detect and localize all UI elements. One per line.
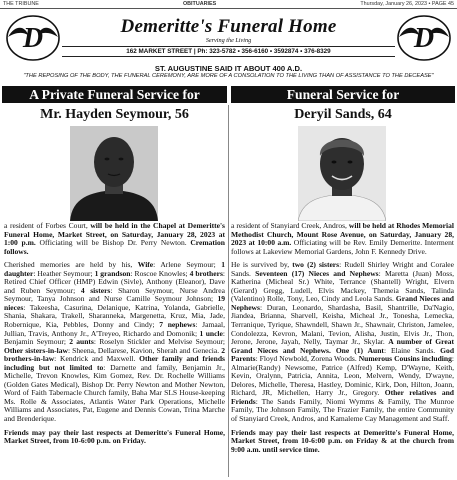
right-viewing-paragraph: Friends may pay their last respects at Demeritte's Funeral Home, Market Street, from 10-6:00 p.m. on Friday & at the church from 9:00 a.m. until service time. [231,427,454,454]
right-service-paragraph: a resident of Stanyiard Creek, Andros, will be held at Rhodes Memorial Methodist Church, Mount Rose Avenue, on Saturday, January 28, 2023 at 10:00 a.m. Officiating will be Rev. Emily Demeritte. Interment follows at Lakeview Memorial Gardens, John F. Kennedy Drive. [231,221,454,256]
dove-logo-icon [4,13,62,63]
dove-logo-icon [395,13,453,63]
right-obituary-text [231,222,454,459]
date-page: Thursday, January 26, 2023 • PAGE 45 [360,1,454,7]
logo-letter: D [22,23,44,54]
left-service-paragraph: a resident of Forbes Court, will be held in the Chapel at Demeritte's Funeral Home, Market Street, on Saturday, January 28, 2023 at 1:00 p.m. Officiating will be Bishop Dr. Perry Newton. Cremation follows. [4,221,225,256]
left-service-banner: A Private Funeral Service for [2,86,227,103]
logo-letter: D [413,23,435,54]
column-divider [228,105,229,477]
left-obituary-text [4,222,225,451]
funeral-home-name: Demeritte's Funeral Home [120,16,337,37]
tagline: Serving the Living [205,37,252,44]
motto-verse: ST. AUGUSTINE SAID IT ABOUT 400 A.D. [154,64,303,73]
right-service-banner: Funeral Service for [231,86,455,103]
left-viewing-paragraph: Friends may pay their last respects at Demeritte's Funeral Home, Market Street, from 10-6:00 p.m. on Friday. [4,427,225,446]
right-survivors-paragraph: He is survived by, two (2) sisters: Rudell Shirley Wright and Coralee Sands. Seventeen (17) Nieces and Nephews: Maretta (Juan) Moss, Katherina (Micheal Sr.) White, Terrance (Shantell) Wright, Elvern (Gerard) Gregg, Ludell, Elvis Mackey, Themeia Sands, Talinda (Valentino) Rolle, Tony, Leo, Cindy and Leola Sands. Grand Nieces and Nephews: Duran, Leonardo, Shardasha, Basil, Shantrille, Da'Nagio, Jiandea, Brianna, Sharvell, Keisha, Micheal Jr., Tonesha, Lemecka, Terranique, Tyrique, Shawndell, Shawn Jr., Shawnair, Christon, Jamelee, Condolezza, Kevron, Malani, Tevion, Alisha, Justin, Elvis Jr., Thon, Jerone, Jerone, Jayah, Nelly, Taymar Jr., Skylar. A number of Great Grand Nieces and Nephews. One (1) Aunt: Elaine Sands. God Parents: Floyd Newbold, Zorena Woods. Numerous Cousins including: Almarie(Randy) Newsome, Patrice (Alfred) Kemp, D'Wayne, Keith, Kevin, Oralynn, Patricia, Annita, Leon, Melvern, Wendy, D'wayne, Delores, Michelle, Theresa, Hastley, Dominic, Kirk, Don, Hilton, Joann, Richard, JR, Michellen, Harry Jr., Gregory. Other relatives and Friends: The Sands Family, Niomi Wymms & Family, The Munroe Family, The Johnson Family, The Frazier Family, the entire Community of Stanyiard Creek, Andros, and Kamaleme Cay Management and Staff. [231,260,455,424]
page-header-bar [0,0,457,9]
right-deceased-name: Deryil Sands, 64 [294,107,392,122]
portrait-photo-deryil [298,126,386,221]
left-survivors-paragraph: Cherished memories are held by his, Wife: Arlene Seymour; 1 daughter: Heather Seymour; 1 grandson: Roscoe Knowles; 4 brothers: Retired Chief Officer (HMP) Edwin (Sivle), Anthony (Eleanor), Dave and Ruben Seymour; 4 sisters: Sharon Seymour, Nurse Andrea Seymour, Tanya Johnson and Nurse Camille Seymour Johnson; 19 nieces: Takeesha, Casurina, Delanique, Katrina, Yolanda, Gabrielle, Shania, Shakara, Trakell, Sharanneka, Margenetta, Kruz, Mia, Jade, Robernique, Kia, Pebbles, Donny and Cindy; 7 nephews: Jamaal, Jullian, Travis, Anthony Jr., A'Treyeo, Richardo and Domonik; 1 uncle: Benjamin Seymour; 2 aunts: Roselyn Stickler and Melvise Seymour; Other sisters-in-law: Sheena, Dellarese, Kavion, Sherah and Genecia. 2 brothers-in-law: Kendrick and Maxwell. Other family and friends including but not limited to: Darnette and family, Benjamin Jr., Michelle, Trevon Knowles, Kim Gomez, Rev. Dr. Rochelle Williams (Golden Gates Medical), Bishop Dr. Perry Newton and Mother Newton, Word of Faith Tabernacle Church family, Baha Mar SLS House-keeping Ms. Rolle & Associates, Atlantis Water Park Operations, Michelle Williams and Associates, Pat, Eugene and Dennis Cowan, Trina Marche and Brenderique. [4,260,226,424]
portrait-photo-hayden [70,126,158,221]
brand-block [62,12,395,57]
motto-quote: "THE REPOSING OF THE BODY, THE FUNERAL CEREMONY, ARE MORE OF A CONSOLATION TO THE LIVING THAN OF ASSISTANCE TO THE DECEASE" [23,73,434,79]
funeral-home-header [0,10,457,85]
left-deceased-name: Mr. Hayden Seymour, 56 [40,107,189,122]
newspaper-name: THE TRIBUNE [3,1,39,7]
section-name: OBITUARIES [182,1,217,7]
address-phone: 162 MARKET STREET | Ph: 323-5782 • 356-6160 • 3592874 • 376-8329 [62,46,395,57]
motto [0,64,457,79]
